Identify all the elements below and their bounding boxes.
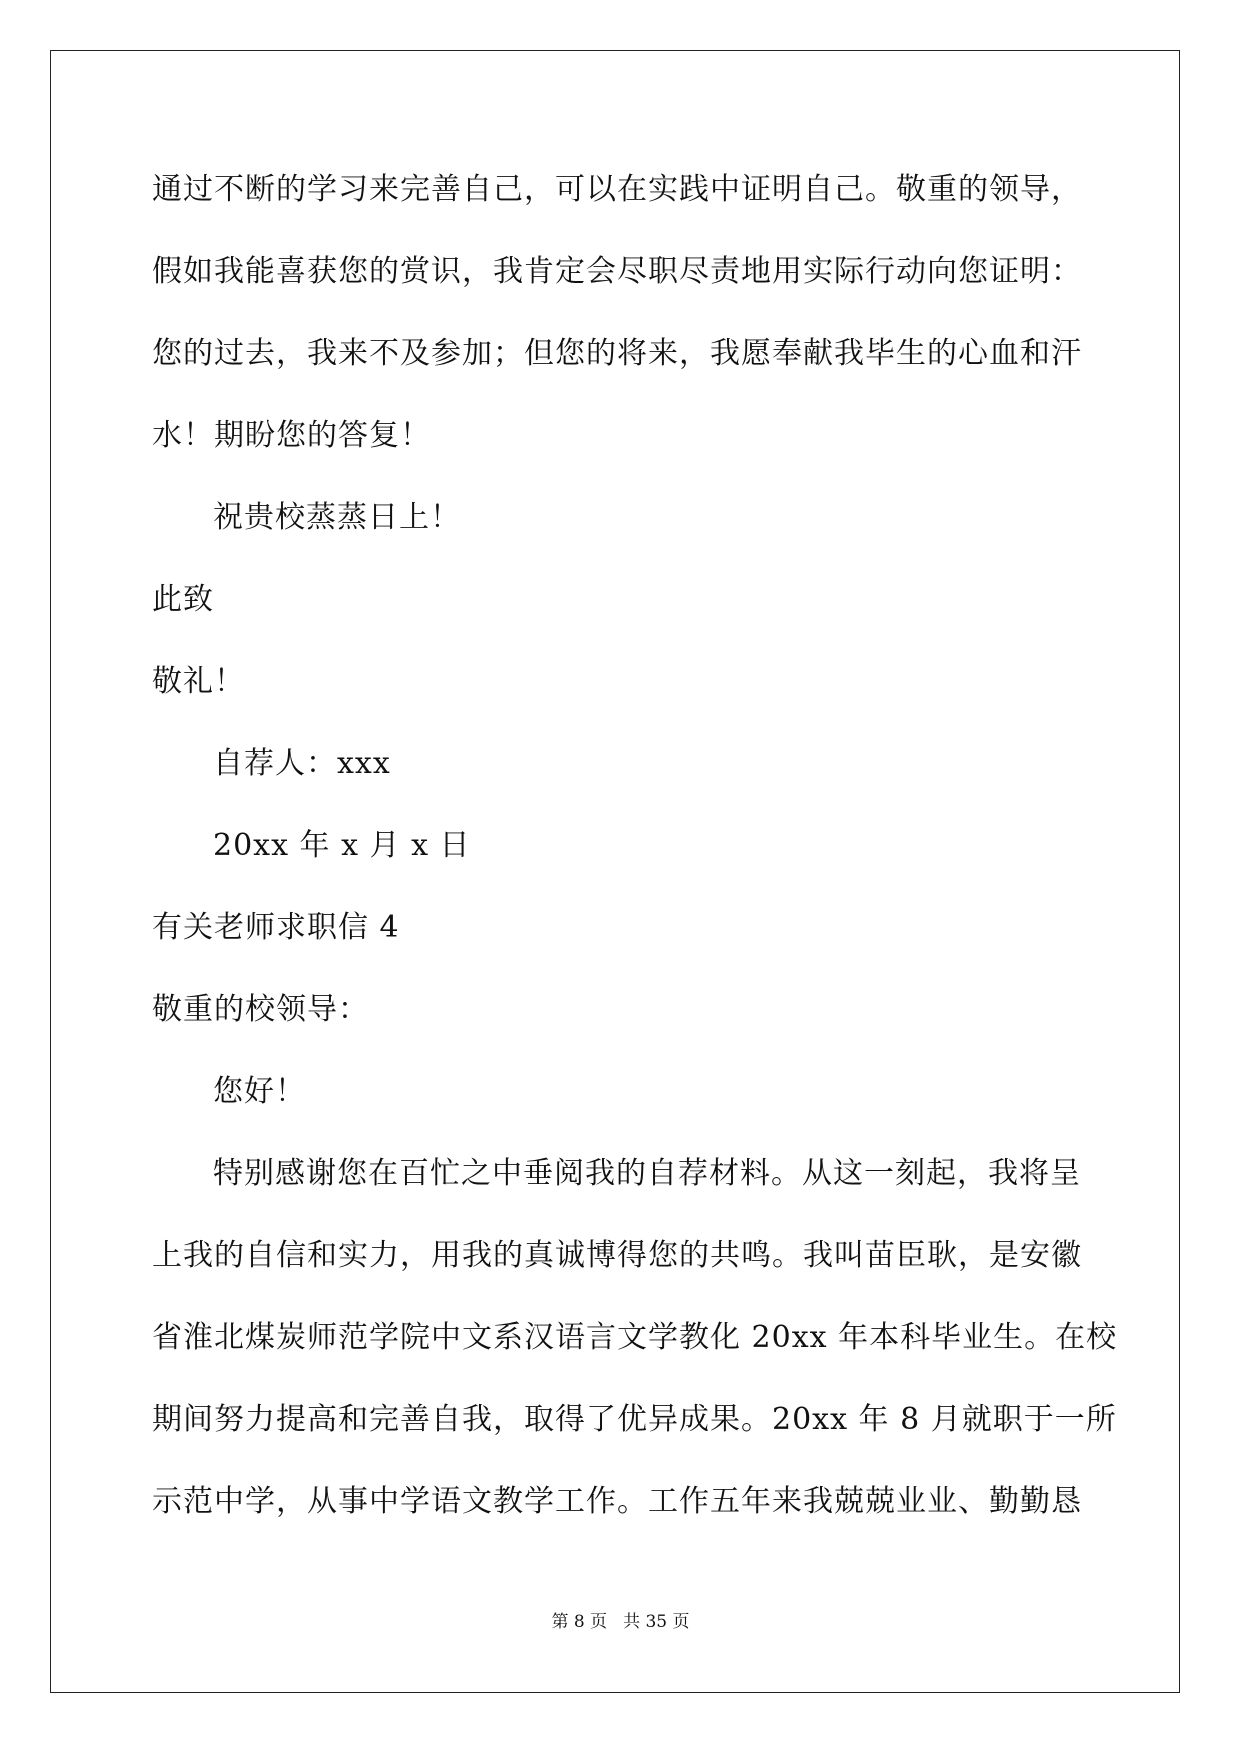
page-total: 共 35 页 xyxy=(623,1612,690,1632)
page-number: 第 8 页 xyxy=(551,1612,608,1632)
body-line: 通过不断的学习来完善自己，可以在实践中证明自己。敬重的领导， xyxy=(152,172,1082,207)
greeting: 您好！ xyxy=(213,1074,306,1109)
body-line: 省淮北煤炭师范学院中文系汉语言文学教化 20xx 年本科毕业生。在校 xyxy=(152,1320,1118,1355)
date-line: 20xx 年 x 月 x 日 xyxy=(213,828,471,863)
salutation-cizhi: 此致 xyxy=(152,582,214,617)
body-line: 水！期盼您的答复！ xyxy=(152,418,431,453)
page-border xyxy=(50,50,1180,1693)
body-line: 您的过去，我来不及参加；但您的将来，我愿奉献我毕生的心血和汗 xyxy=(152,336,1082,371)
body-line: 期间努力提高和完善自我，取得了优异成果。20xx 年 8 月就职于一所 xyxy=(152,1402,1117,1437)
page-footer xyxy=(0,1611,1241,1633)
body-line: 示范中学，从事中学语文教学工作。工作五年来我兢兢业业、勤勤恳 xyxy=(152,1484,1082,1519)
body-line: 上我的自信和实力，用我的真诚博得您的共鸣。我叫苗臣耿，是安徽 xyxy=(152,1238,1082,1273)
greeting-addressee: 敬重的校领导： xyxy=(152,992,369,1027)
section-heading: 有关老师求职信 4 xyxy=(152,910,400,945)
closing-wish: 祝贵校蒸蒸日上！ xyxy=(213,500,461,535)
body-line: 假如我能喜获您的赏识，我肯定会尽职尽责地用实际行动向您证明： xyxy=(152,254,1082,289)
body-line: 特别感谢您在百忙之中垂阅我的自荐材料。从这一刻起，我将呈 xyxy=(213,1156,1081,1191)
signature-line: 自荐人：xxx xyxy=(213,746,391,781)
salutation-jingli: 敬礼！ xyxy=(152,664,245,699)
